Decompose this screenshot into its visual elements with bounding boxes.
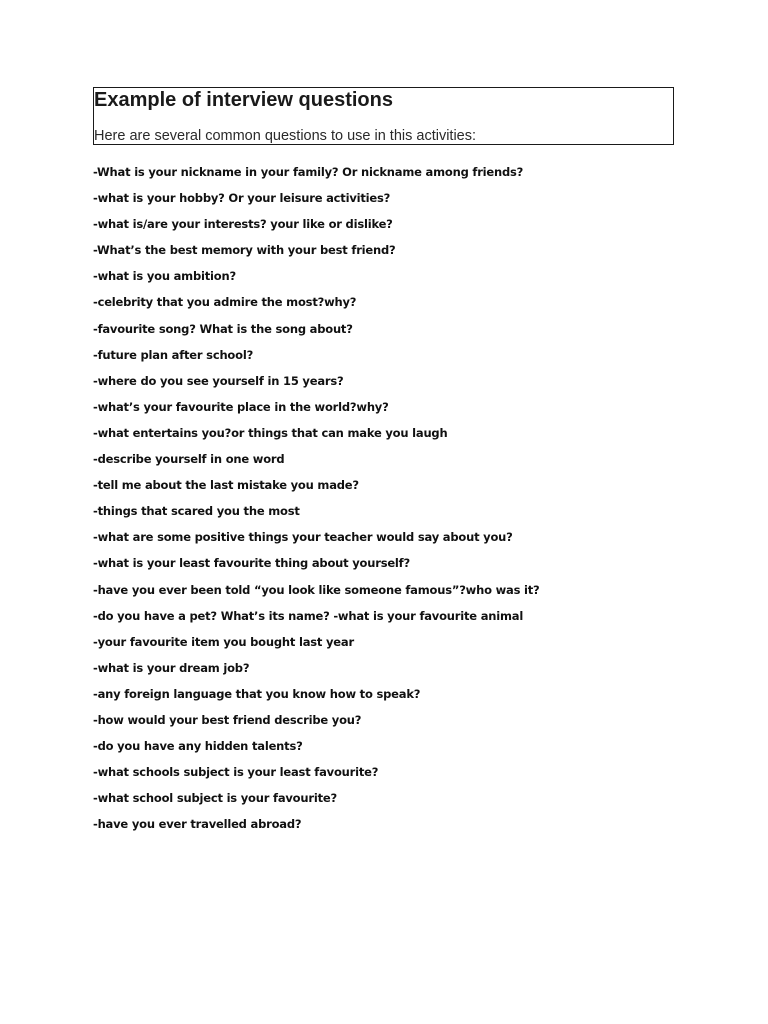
question-item: -what is your hobby? Or your leisure activities? [93,191,391,206]
document-subtitle: Here are several common questions to use in this activities: [94,128,477,144]
question-item: -what school subject is your favourite? [93,791,337,806]
question-item: -describe yourself in one word [93,452,285,467]
question-item: -how would your best friend describe you? [93,712,362,727]
question-item: -What’s the best memory with your best friend? [93,243,396,258]
question-item: -do you have any hidden talents? [93,739,303,754]
document-title: Example of interview questions [94,89,393,111]
question-list [93,164,540,842]
question-item: -what schools subject is your least favourite? [93,765,379,780]
question-item: -celebrity that you admire the most?why? [93,295,357,310]
question-item: -what is you ambition? [93,269,236,284]
question-item: -favourite song? What is the song about? [93,321,353,336]
question-item: -where do you see yourself in 15 years? [93,373,344,388]
question-item: -have you ever been told “you look like someone famous”?who was it? [93,582,540,597]
question-item: -tell me about the last mistake you made? [93,478,359,493]
question-item: -what are some positive things your teacher would say about you? [93,530,513,545]
question-item: -What is your nickname in your family? Or nickname among friends? [93,165,524,179]
header-box [93,87,674,145]
question-item: -what’s your favourite place in the world?why? [93,399,389,414]
question-item: -things that scared you the most [93,504,300,519]
question-item: -do you have a pet? What’s its name? -what is your favourite animal [93,608,524,623]
question-item: -your favourite item you bought last year [93,634,354,649]
question-item: -what entertains you?or things that can make you laugh [93,425,448,440]
question-item: -any foreign language that you know how to speak? [93,686,421,701]
question-item: -what is your least favourite thing about yourself? [93,556,410,571]
question-item: -future plan after school? [93,347,254,362]
question-item: -what is/are your interests? your like or dislike? [93,217,393,232]
question-item: -have you ever travelled abroad? [93,817,302,832]
question-item: -what is your dream job? [93,660,250,675]
